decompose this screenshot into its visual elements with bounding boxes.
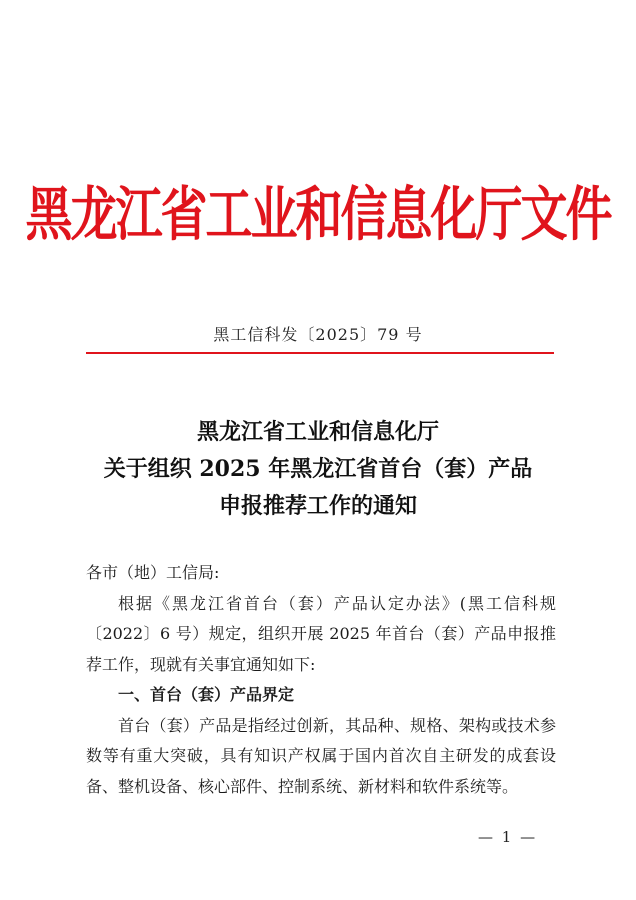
title-line-1: 黑龙江省工业和信息化厅 bbox=[196, 419, 439, 445]
paragraph-basis: 根据《黑龙江省首台（套）产品认定办法》(黑工信科规〔2022〕6 号）规定，组织开展 2025 年首台（套）产品申报推荐工作，现就有关事宜通知如下: bbox=[86, 593, 556, 674]
title-line-3: 申报推荐工作的通知 bbox=[218, 493, 417, 519]
paragraph-definition: 首台（套）产品是指经过创新，其品种、规格、架构或技术参数等有重大突破，具有知识产权属于国内首次自主研发的成套设备、整机设备、核心部件、控制系统、新材料和软件系统等。 bbox=[86, 715, 556, 796]
section-heading-1: 一、首台（套）产品界定 bbox=[118, 685, 295, 704]
page-number: — 1 — bbox=[478, 828, 538, 846]
notice-title bbox=[0, 414, 636, 525]
document-number: 黑工信科发〔2025〕79 号 bbox=[213, 325, 423, 344]
salutation: 各市（地）工信局: bbox=[86, 563, 220, 582]
red-divider-line bbox=[86, 352, 554, 354]
notice-body bbox=[86, 558, 556, 802]
title-line-2: 关于组织 2025 年黑龙江省首台（套）产品 bbox=[103, 456, 533, 482]
issuer-header: 黑龙江省工业和信息化厅文件 bbox=[25, 180, 611, 250]
